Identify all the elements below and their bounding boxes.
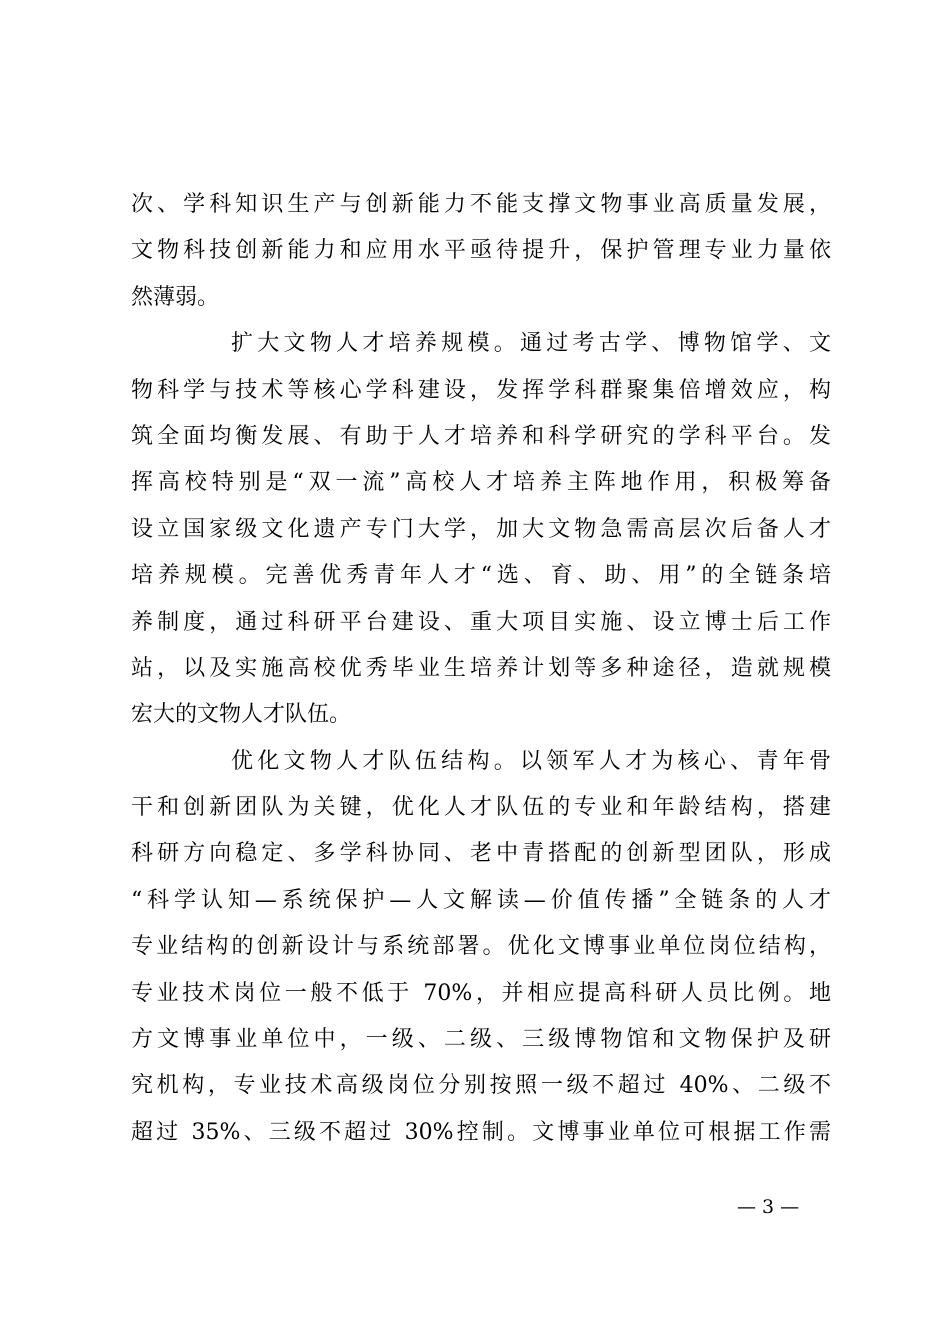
text-line: 物科学与技术等核心学科建设，发挥学科群聚集倍增效应，构 [131, 377, 831, 403]
text-line: 站，以及实施高校优秀毕业生培养计划等多种途径，造就规模 [131, 655, 831, 681]
text-line: 究机构，专业技术高级岗位分别按照一级不超过 40%、二级不 [131, 1073, 831, 1099]
text-line: 干和创新团队为关键，优化人才队伍的专业和年龄结构，搭建 [131, 795, 831, 821]
text-line: 然薄弱。 [131, 284, 220, 310]
text-line: 文物科技创新能力和应用水平亟待提升，保护管理专业力量依 [131, 238, 831, 264]
text-line: 优化文物人才队伍结构。以领军人才为核心、青年骨 [231, 748, 831, 774]
text-line: 设立国家级文化遗产专门大学，加大文物急需高层次后备人才 [131, 516, 831, 542]
text-line: 宏大的文物人才队伍。 [131, 702, 352, 728]
text-line: 方文博事业单位中，一级、二级、三级博物馆和文物保护及研 [131, 1027, 831, 1053]
text-line: 超过 35%、三级不超过 30%控制。文博事业单位可根据工作需 [131, 1119, 831, 1145]
text-line: 挥高校特别是“双一流”高校人才培养主阵地作用，积极筹备 [131, 470, 831, 496]
text-line: “科学认知—系统保护—人文解读—价值传播”全链条的人才 [131, 887, 831, 913]
text-line: 养制度，通过科研平台建设、重大项目实施、设立博士后工作 [131, 609, 831, 635]
page-number: — 3 — [737, 1196, 800, 1218]
paragraph-talent-scale [131, 321, 831, 739]
text-line: 培养规模。完善优秀青年人才“选、育、助、用”的全链条培 [131, 563, 831, 589]
text-line: 次、学科知识生产与创新能力不能支撑文物事业高质量发展， [131, 192, 831, 217]
paragraph-continuation [131, 182, 831, 321]
body-text [131, 182, 831, 1156]
text-line: 筑全面均衡发展、有助于人才培养和科学研究的学科平台。发 [131, 423, 831, 449]
text-line: 专业技术岗位一般不低于 70%，并相应提高科研人员比例。地 [131, 980, 831, 1006]
text-line: 专业结构的创新设计与系统部署。优化文博事业单位岗位结构， [131, 934, 831, 960]
text-line: 科研方向稳定、多学科协同、老中青搭配的创新型团队，形成 [131, 841, 831, 867]
paragraph-talent-structure [131, 739, 831, 1157]
text-line: 扩大文物人才培养规模。通过考古学、博物馆学、文 [231, 331, 831, 357]
